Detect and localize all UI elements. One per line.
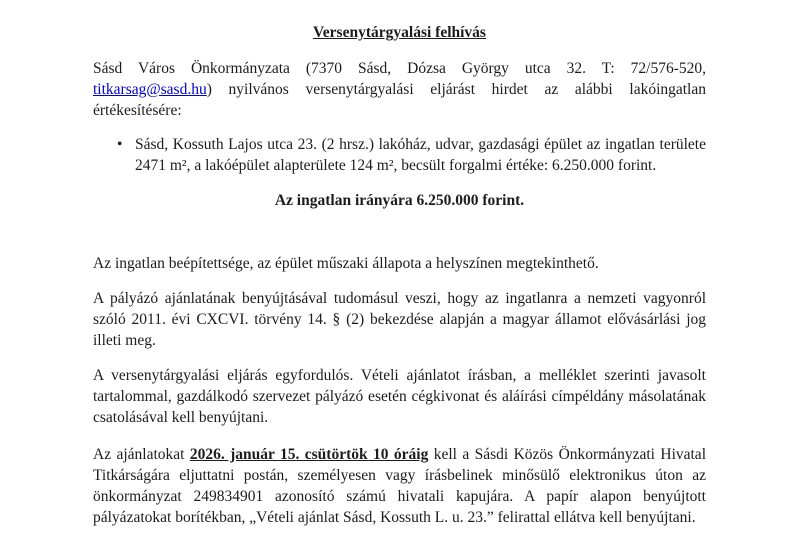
procedure-paragraph: A versenytárgyalási eljárás egyfordulós. Vételi ajánlatot írásban, a melléklet szerinti javasolt tartalommal, gazdálkodó szervezet pályázó esetén cégkivonat és aláírási címpéldány másolatának csatolásával kell benyújtani. [93,367,706,426]
preemption-right-paragraph: A pályázó ajánlatának benyújtásával tudomásul veszi, hogy az ingatlanra a nemzeti vagyonról szóló 2011. évi CXCVI. törvény 14. § (2) bekezdése alapján a magyar államot elővásárlási jog illeti meg. [93,290,706,349]
asking-price-line: Az ingatlan irányára 6.250.000 forint. [274,192,525,209]
deadline-text-before: Az ajánlatokat [93,446,190,463]
deadline-date: 2026. január 15. csütörtök 10 óráig [189,446,429,463]
document-title: Versenytárgyalási felhívás [313,24,486,41]
inspection-paragraph: Az ingatlan beépítettsége, az épület műszaki állapota a helyszínen megtekinthető. [93,255,599,272]
intro-text-after-link: ) nyilvános versenytárgyalási eljárást hirdet az alábbi lakóingatlan értékesítésére: [93,81,706,119]
deadline-text-after: kell a Sásdi Közös Önkormányzati Hivatal Titkárságára eljuttatni postán, személyesen vagy írásbelinek minősülő elektronikus úton az önkormányzat 249834901 azonosító számú hivatali kapujára. A papír alapon benyújtott pályázatokat borítékban, „Vételi ajánlat Sásd, Kossuth L. u. 23.” felirattal ellátva kell benyújtani. [93,446,706,526]
email-link[interactable]: titkarsag@sasd.hu [93,81,207,98]
deadline-paragraph [93,444,706,528]
property-bullet-list [93,134,706,176]
intro-paragraph [93,58,706,121]
intro-text-before-link: Sásd Város Önkormányzata (7370 Sásd, Dózsa György utca 32. T: 72/576-520, [93,60,706,77]
property-list-item: • Sásd, Kossuth Lajos utca 23. (2 hrsz.) lakóház, udvar, gazdasági épület az ingatlan területe 2471 m², a lakóépület alapterülete 124 m², becsült forgalmi értéke: 6.250.000 forint. [135,134,706,176]
